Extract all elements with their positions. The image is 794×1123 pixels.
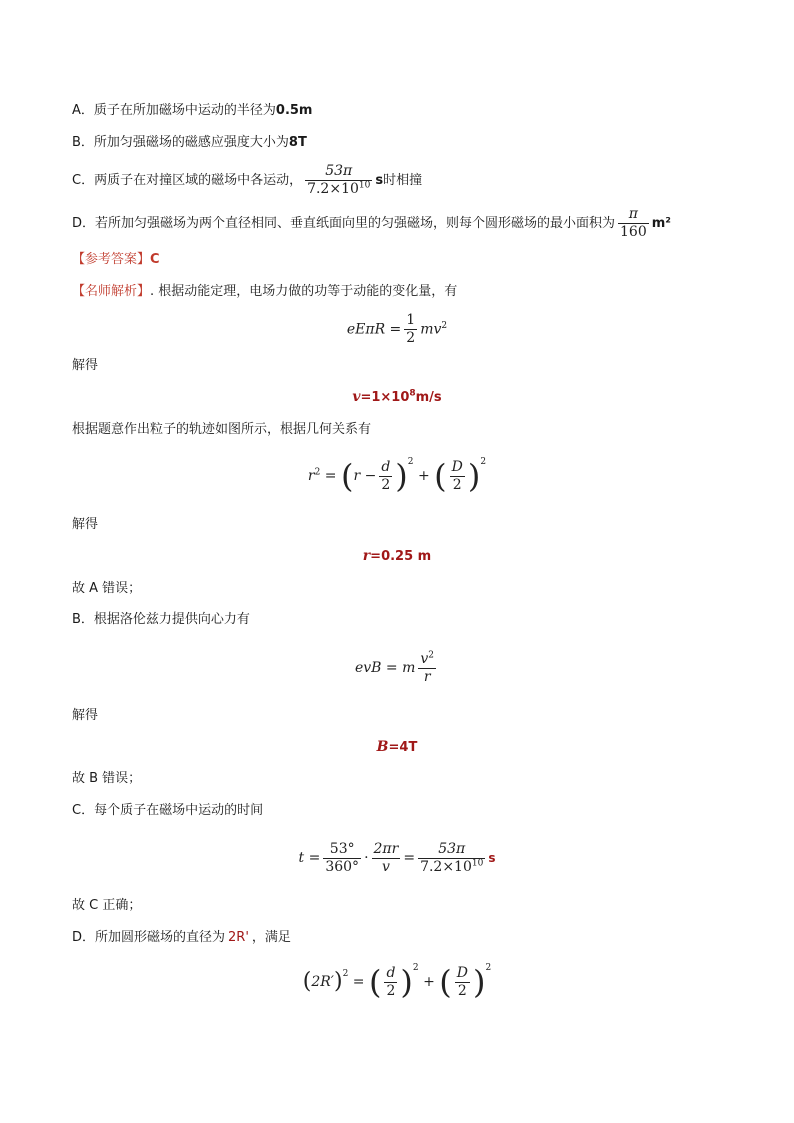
jiede-2: 解得 bbox=[72, 517, 99, 532]
a-wrong: 故 A 错误； bbox=[72, 581, 142, 596]
option-b: B．所加匀强磁场的磁感应强度大小为8T bbox=[72, 135, 307, 150]
equation-time: t = $\frac{53^\circ}{360^\circ}$ · $\frac{2\pi r}{v}$ = $\frac{53\pi}{7.2\times 10^{10}}$ s bbox=[298, 840, 496, 875]
geometry-text: 根据题意作出粒子的轨迹如图所示，根据几何关系有 bbox=[72, 422, 372, 437]
equation-kinetic-energy: eEπR = $\frac{1}{2}$ $mv^2$ bbox=[346, 312, 448, 346]
velocity-result: $v=1\times 10^8m/s$ bbox=[352, 388, 442, 405]
jiede-3: 解得 bbox=[72, 708, 99, 723]
equation-lorentz: evB = m $\frac{v^2}{r}$ bbox=[354, 649, 435, 685]
analysis-intro: 【名师解析】. 根据动能定理，电场力做的功等于动能的变化量，有 bbox=[72, 284, 458, 299]
radius-result: r=0.25 m bbox=[362, 548, 432, 564]
option-d: D．若所加匀强磁场为两个直径相同、垂直纸面向里的匀强磁场，则每个圆形磁场的最小面积为 $\frac{\pi}{160}$ m² bbox=[72, 206, 671, 240]
option-c: C．两质子在对撞区域的磁场中各运动， $\frac{53\pi}{7.2\times 10^{10}}$ s时相撞 bbox=[72, 163, 423, 197]
c-right: 故 C 正确； bbox=[72, 898, 142, 913]
option-a: A．质子在所加磁场中运动的半径为0.5m bbox=[72, 103, 313, 118]
equation-geometry: $r^2 = (r$ − $\frac{d}{2}$ )$^2$ + ( $\frac{D}{2}$ )$^2$ bbox=[307, 457, 487, 495]
option-d-fraction: $\frac{\pi}{160}$ bbox=[620, 206, 647, 240]
option-c-fraction: $\frac{53\pi}{7.2\times 10^{10}}$ bbox=[307, 163, 371, 197]
equation-diameter: $(2R')^2$ = ( $\frac{d}{2}$ )$^2$ + ( $\frac{D}{2}$ )$^2$ bbox=[302, 963, 492, 1001]
c-intro: C．每个质子在磁场中运动的时间 bbox=[72, 803, 264, 818]
b-wrong: 故 B 错误； bbox=[72, 771, 142, 786]
b-intro: B．根据洛伦兹力提供向心力有 bbox=[72, 612, 250, 627]
d-intro: D．所加圆形磁场的直径为 2R' ，满足 bbox=[72, 930, 291, 945]
reference-answer: 【参考答案】C bbox=[72, 252, 160, 267]
jiede-1: 解得 bbox=[72, 358, 99, 373]
b-result: B=4T bbox=[376, 739, 418, 755]
